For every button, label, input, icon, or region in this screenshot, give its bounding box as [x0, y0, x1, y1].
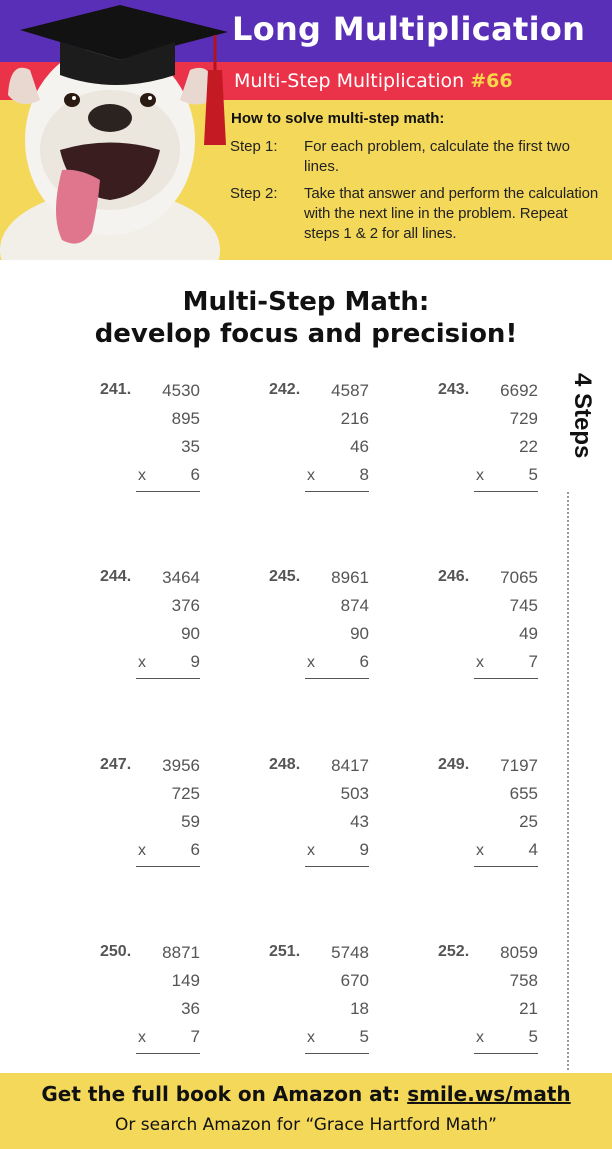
problem-multiplier: 6 [190, 840, 200, 859]
problem-line-1: 8417 [331, 756, 369, 775]
problem-line-2: 376 [171, 596, 200, 615]
problem-252 [438, 943, 548, 1063]
problem-line-3: 21 [519, 999, 538, 1018]
problem-244 [100, 568, 210, 688]
dotted-divider [567, 492, 569, 1070]
problem-multiplier: 6 [359, 652, 369, 671]
problem-245 [269, 568, 379, 688]
problem-number: 248. [269, 756, 301, 773]
multiply-operator: x [476, 842, 484, 859]
problem-246 [438, 568, 548, 688]
answer-line [474, 491, 538, 492]
problem-line-1: 3464 [162, 568, 200, 587]
problem-number: 251. [269, 943, 301, 960]
step-label: Step 2: [230, 185, 278, 202]
multiply-operator: x [307, 842, 315, 859]
problem-241 [100, 381, 210, 501]
subtitle-text: Multi-Step Multiplication [234, 70, 471, 92]
problem-line-3: 46 [350, 437, 369, 456]
problem-line-2: 216 [340, 409, 369, 428]
page-title: Long Multiplication [232, 10, 586, 48]
problem-multiplier: 5 [359, 1027, 369, 1046]
problem-line-3: 43 [350, 812, 369, 831]
problem-249 [438, 756, 548, 876]
problem-line-2: 745 [509, 596, 538, 615]
problem-line-3: 36 [181, 999, 200, 1018]
problem-line-1: 3956 [162, 756, 200, 775]
steps-label-text: 4 Steps [569, 373, 596, 459]
problem-number: 246. [438, 568, 470, 585]
problem-line-2: 729 [509, 409, 538, 428]
problem-line-2: 149 [171, 971, 200, 990]
step-text: Take that answer and perform the calculation with the next line in the problem. Repeat steps 1 & 2 for all lines. [304, 185, 599, 242]
multiply-operator: x [138, 654, 146, 671]
multiply-operator: x [307, 654, 315, 671]
problem-250 [100, 943, 210, 1063]
instructions-title: How to solve multi-step math: [231, 110, 445, 127]
worksheet-number: #66 [470, 70, 513, 92]
problem-number: 241. [100, 381, 132, 398]
problem-line-3: 18 [350, 999, 369, 1018]
problem-number: 244. [100, 568, 132, 585]
problem-line-3: 59 [181, 812, 200, 831]
problem-line-1: 6692 [500, 381, 538, 400]
problem-line-1: 7065 [500, 568, 538, 587]
problem-multiplier: 6 [190, 465, 200, 484]
answer-line [305, 491, 369, 492]
problem-multiplier: 4 [528, 840, 538, 859]
footer-search-hint: Or search Amazon for “Grace Hartford Math” [115, 1115, 497, 1135]
multiply-operator: x [476, 467, 484, 484]
problem-line-1: 8871 [162, 943, 200, 962]
problem-multiplier: 7 [528, 652, 538, 671]
answer-line [474, 678, 538, 679]
answer-line [136, 866, 200, 867]
problem-multiplier: 7 [190, 1027, 200, 1046]
problem-line-1: 4587 [331, 381, 369, 400]
problem-line-2: 503 [340, 784, 369, 803]
problem-number: 242. [269, 381, 301, 398]
problem-number: 250. [100, 943, 132, 960]
problem-242 [269, 381, 379, 501]
problem-number: 249. [438, 756, 470, 773]
multiply-operator: x [138, 842, 146, 859]
worksheet-subtitle [234, 70, 513, 92]
step-text: For each problem, calculate the first two lines. [304, 138, 570, 175]
problem-247 [100, 756, 210, 876]
problem-248 [269, 756, 379, 876]
problem-line-3: 90 [350, 624, 369, 643]
problem-251 [269, 943, 379, 1063]
problem-line-1: 8961 [331, 568, 369, 587]
answer-line [305, 866, 369, 867]
answer-line [136, 678, 200, 679]
problem-line-1: 5748 [331, 943, 369, 962]
multiply-operator: x [307, 467, 315, 484]
step-label: Step 1: [230, 138, 278, 155]
headline-line-2: develop focus and precision! [94, 319, 518, 349]
header [0, 0, 612, 260]
steps-side-label [568, 373, 598, 483]
problem-line-1: 7197 [500, 756, 538, 775]
problem-line-2: 725 [171, 784, 200, 803]
problem-multiplier: 5 [528, 465, 538, 484]
problem-line-3: 25 [519, 812, 538, 831]
footer-cta [0, 1082, 612, 1106]
multiply-operator: x [138, 467, 146, 484]
multiply-operator: x [476, 1029, 484, 1046]
headline-line-1: Multi-Step Math: [182, 287, 430, 317]
answer-line [474, 866, 538, 867]
multiply-operator: x [307, 1029, 315, 1046]
problem-line-3: 35 [181, 437, 200, 456]
problem-line-2: 895 [171, 409, 200, 428]
problem-line-2: 874 [340, 596, 369, 615]
problem-line-3: 22 [519, 437, 538, 456]
problem-multiplier: 8 [359, 465, 369, 484]
problem-multiplier: 5 [528, 1027, 538, 1046]
answer-line [136, 1053, 200, 1054]
answer-line [305, 1053, 369, 1054]
problem-multiplier: 9 [190, 652, 200, 671]
problem-line-2: 670 [340, 971, 369, 990]
problem-line-3: 90 [181, 624, 200, 643]
answer-line [474, 1053, 538, 1054]
multiply-operator: x [138, 1029, 146, 1046]
problem-line-1: 4530 [162, 381, 200, 400]
problem-243 [438, 381, 548, 501]
answer-line [136, 491, 200, 492]
problem-number: 247. [100, 756, 132, 773]
answer-line [305, 678, 369, 679]
multiply-operator: x [476, 654, 484, 671]
bulldog-graduation-cap-icon [0, 0, 228, 260]
problem-line-3: 49 [519, 624, 538, 643]
problem-line-1: 8059 [500, 943, 538, 962]
problem-line-2: 655 [509, 784, 538, 803]
problem-number: 243. [438, 381, 470, 398]
footer-cta-text: Get the full book on Amazon at: [41, 1082, 408, 1106]
problem-number: 245. [269, 568, 301, 585]
amazon-link[interactable]: smile.ws/math [407, 1082, 571, 1106]
problem-line-2: 758 [509, 971, 538, 990]
problem-multiplier: 9 [359, 840, 369, 859]
headline [0, 286, 612, 350]
problem-number: 252. [438, 943, 470, 960]
